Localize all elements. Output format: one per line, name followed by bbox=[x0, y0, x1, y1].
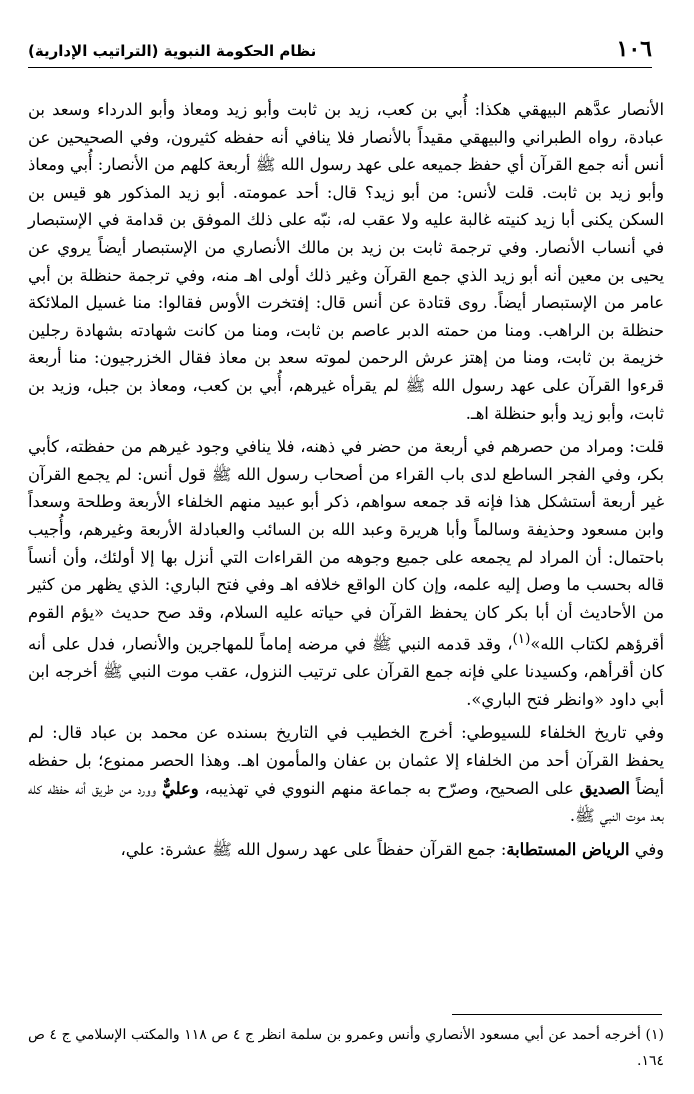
footnote-separator bbox=[452, 1014, 662, 1015]
text-run: وفي bbox=[629, 839, 664, 859]
main-text bbox=[28, 96, 664, 863]
text-run: الأنصار عدَّهم البيهقي هكذا: أُبي بن كعب، زيد بن ثابت وأبو زيد ومعاذ وأبو الدرداء وسعد بن عبادة، رواه الطبراني والبيهقي مقيداً بالأنصار فلا ينافي أنه حفظه كثيرون، وفي الصحيحين عن أنس أنه جمع القرآن أي حفظ جميعه على عهد رسول الله ﷺ أربعة كلهم من الأنصار: أُبي ومعاذ وأبو زيد بن ثابت. قلت لأنس: من أبو زيد؟ قال: أحد عمومته. أبو زيد المذكور هو قيس بن السكن يكنى أبا زيد كنيته غالبة عليه ولا عقب له، نبّه على ذلك الموفق بن قدامة في الإستبصار في أنساب الأنصار. وفي ترجمة ثابت بن زيد بن مالك الأنصاري من الإستبصار أيضاً يروي عن يحيى بن معين أنه أبو زيد الذي جمع القرآن وغير ذلك أولى اهـ منه، وفي ترجمة حنظلة بن أبي عامر من الإستبصار أيضاً. روى قتادة عن أنس قال: إفتخرت الأوس فقالوا: منا غسيل الملائكة حنظلة بن الراهب. ومنا من حمته الدبر عاصم بن ثابت، ومنا من كانت شهادته بشهادة رجلين خزيمة بن ثابت، ومنا من إهتز عرش الرحمن لموته سعد بن معاذ فقال الخزرجيون: منا أربعة قرءوا القرآن على عهد رسول الله ﷺ لم يقرأه غيرهم، أُبي بن كعب، ومعاذ بن جبل، وزيد بن ثابت، وأبو زيد وأبو حنظلة اهـ. bbox=[28, 100, 664, 423]
text-run: قلت: ومراد من حصرهم في أربعة من حضر في ذهنه، فلا ينافي وجود غيرهم من حفظته، كأبي بكر، وفي الفجر الساطع لدى باب القراء من أصحاب رسول الله ﷺ قول أنس: لم يجمع القرآن غير أربعة أستشكل هذا فإنه قد جمعه سواهم، ذكر أبو عبيد منهم الخلفاء الأربعة وطلحة وسعداً وابن مسعود وحذيفة وسالماً وأبا هريرة وعبد الله بن السائب والعبادلة الأربعة وغيرهم، وأُجيب باحتمال: أن المراد لم يجمعه على جميع وجوهه من القراءات التي أنزل بها إلا أولئك، وأن أنساً قاله بحسب ما وصل إليه علمه، وإن كان الواقع خلافه اهـ وفي فتح الباري: الذي يظهر من كثير من الأحاديث أن أبا بكر كان يحفظ القرآن في حياته عليه السلام، وقد صح حديث «يؤم القوم أقرؤهم لكتاب الله» bbox=[28, 437, 664, 654]
running-title: نظام الحكومة النبوية (التراتيب الإدارية) bbox=[28, 42, 317, 60]
paragraph bbox=[28, 433, 664, 713]
footnote-ref: (١) bbox=[512, 631, 531, 648]
text-run: : جمع القرآن حفظاً على عهد رسول الله ﷺ عشرة: علي، bbox=[120, 839, 507, 859]
paragraph bbox=[28, 836, 664, 864]
page-header bbox=[28, 36, 652, 68]
text-run: وورد من طريق أنه حفظه كله بعد موت النبي ﷺ. bbox=[28, 778, 664, 826]
header-rule bbox=[28, 67, 652, 68]
bold-term: الصديق bbox=[579, 778, 630, 798]
paragraph bbox=[28, 96, 664, 427]
text-run: وفي تاريخ الخلفاء للسيوطي: أخرج الخطيب في التاريخ بسنده عن محمد بن عباد قال: لم يحفظ القرآن أحد من الخلفاء إلا عثمان بن عفان والمأمون اهـ. وهذا الحصر ممنوع؛ بل حفظه أيضاً bbox=[28, 723, 664, 798]
text-run: ، وقد قدمه النبي ﷺ في مرضه إماماً للمهاجرين والأنصار، فدل على أنه كان أقرأهم، وكسيدنا علي فإنه جمع القرآن على ترتيب النزول، عقب موت النبي ﷺ أخرجه ابن أبي داود «وانظر فتح الباري». bbox=[28, 634, 664, 709]
text-run: على الصحيح، وصرّح به جماعة منهم النووي في تهذيبه، bbox=[198, 778, 580, 798]
page-number: ١٠٦ bbox=[616, 36, 652, 62]
paragraph bbox=[28, 719, 664, 829]
bold-term: الرياض المستطابة bbox=[506, 839, 630, 859]
bold-term: وعليٌّ bbox=[162, 778, 199, 798]
footnote: (١) أخرجه أحمد عن أبي مسعود الأنصاري وأنس وعمرو بن سلمة انظر ج ٤ ص ١١٨ والمكتب الإسلامي ج ٤ ص ١٦٤. bbox=[28, 1027, 664, 1069]
